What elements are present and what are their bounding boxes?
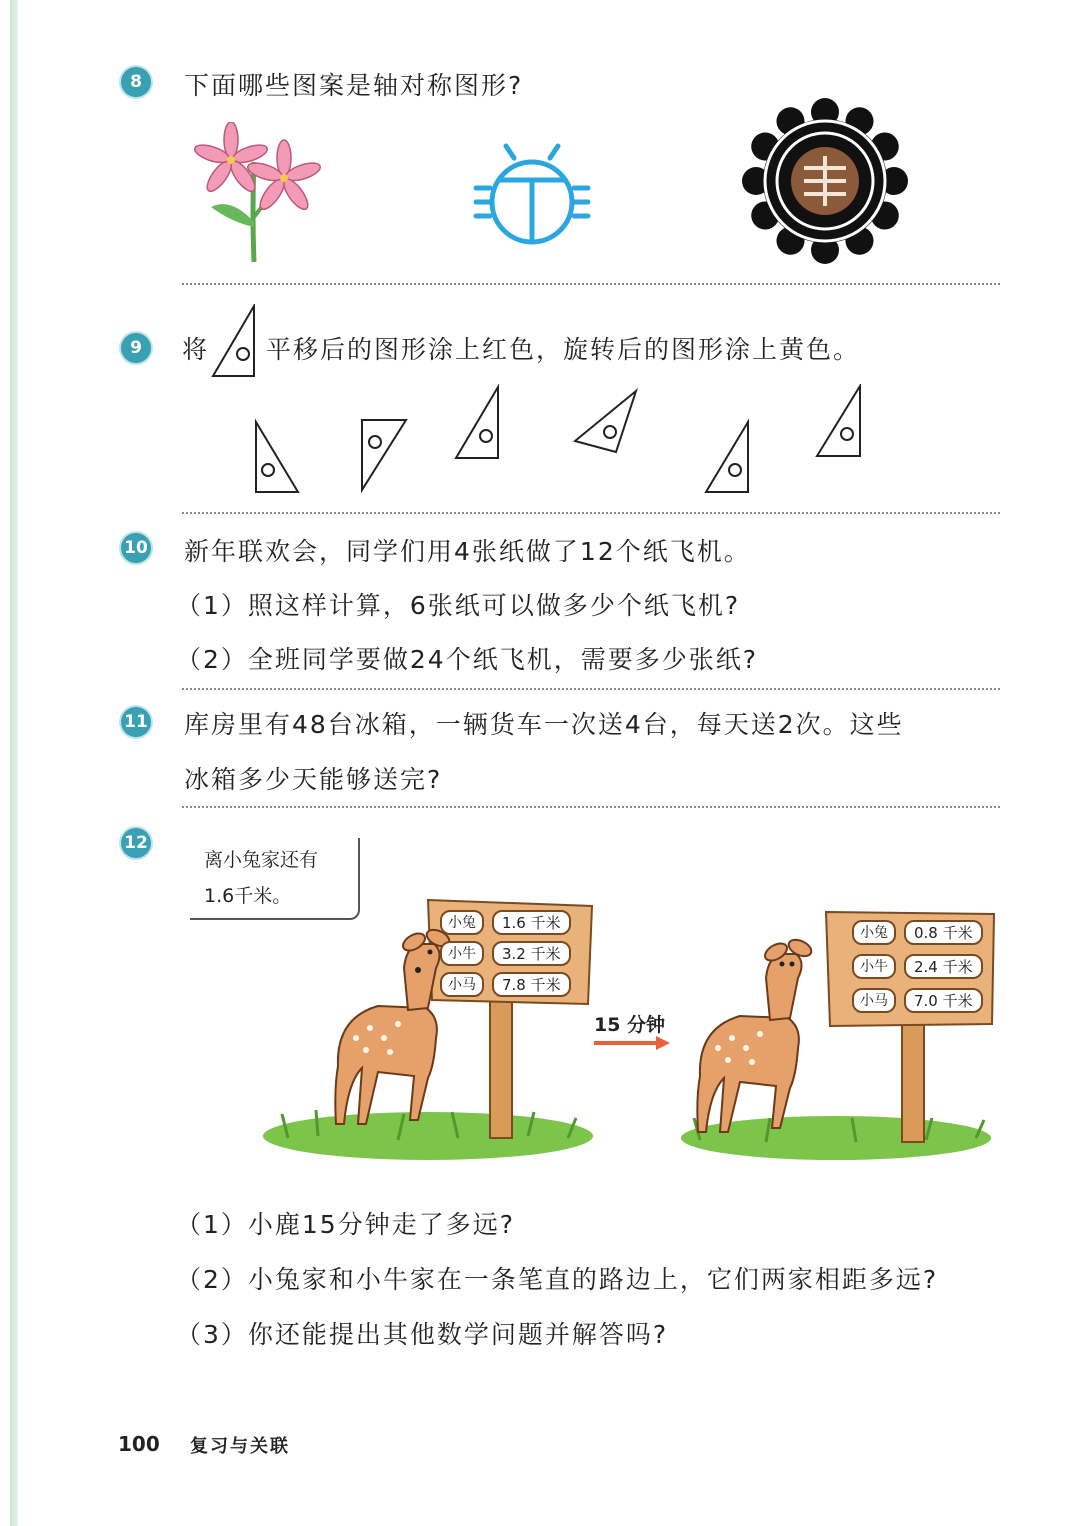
question-12-sub-1: （1）小鹿15分钟走了多远? xyxy=(176,1210,515,1239)
section-title: 复习与关联 xyxy=(190,1436,290,1457)
sign-distance: 7.8 千米 xyxy=(492,972,571,997)
question-8-text: 下面哪些图案是轴对称图形? xyxy=(184,71,524,100)
sign-place: 小兔 xyxy=(852,920,896,945)
sign-distance: 3.2 千米 xyxy=(492,941,571,966)
sign-place: 小马 xyxy=(440,972,484,997)
sign-row xyxy=(440,910,571,935)
question-9-text: 平移后的图形涂上红色，旋转后的图形涂上黄色。 xyxy=(266,335,861,364)
sign-place: 小牛 xyxy=(852,954,896,979)
triangles-set xyxy=(240,384,880,496)
time-label: 15 分钟 xyxy=(594,1014,666,1036)
triangle-1 xyxy=(256,422,298,492)
question-9-prefix: 将 xyxy=(182,335,210,364)
page-spine xyxy=(10,0,18,1526)
sign-row xyxy=(440,972,571,997)
divider xyxy=(182,806,1000,808)
question-10-badge: 10 xyxy=(121,533,151,563)
sign-row xyxy=(852,954,983,979)
question-10-sub-2: （2）全班同学要做24个纸飞机，需要多少张纸? xyxy=(176,645,758,674)
question-10-sub-1: （1）照这样计算，6张纸可以做多少个纸飞机? xyxy=(176,591,741,620)
question-12-badge: 12 xyxy=(121,828,151,858)
sign-after xyxy=(852,920,983,1013)
sign-distance: 1.6 千米 xyxy=(492,910,571,935)
triangle-4 xyxy=(575,391,636,452)
question-8-badge: 8 xyxy=(121,67,151,97)
reference-triangle-icon xyxy=(210,304,262,380)
triangle-3 xyxy=(456,387,498,458)
sign-place: 小牛 xyxy=(440,941,484,966)
question-11-line-1: 库房里有48台冰箱，一辆货车一次送4台，每天送2次。这些 xyxy=(184,710,904,739)
sign-distance: 2.4 千米 xyxy=(904,954,983,979)
divider xyxy=(182,688,1000,690)
sign-row xyxy=(852,920,983,945)
bubble-line-1: 离小兔家还有 xyxy=(204,849,319,871)
question-11-badge: 11 xyxy=(121,707,151,737)
sign-distance: 0.8 千米 xyxy=(904,920,983,945)
lily-flower-image xyxy=(186,122,326,267)
sign-distance: 7.0 千米 xyxy=(904,988,983,1013)
divider xyxy=(182,283,1000,285)
sign-row xyxy=(852,988,983,1013)
triangle-5 xyxy=(706,422,748,492)
page-number: 100 xyxy=(118,1432,160,1456)
question-9-badge: 9 xyxy=(121,333,151,363)
triangle-2 xyxy=(362,420,406,490)
sign-before xyxy=(440,910,571,997)
question-12-sub-3: （3）你还能提出其他数学问题并解答吗? xyxy=(176,1320,669,1349)
bubble-line-2: 1.6千米。 xyxy=(204,885,292,907)
divider xyxy=(182,512,1000,514)
sign-place: 小马 xyxy=(852,988,896,1013)
question-11-line-2: 冰箱多少天能够送完? xyxy=(184,765,443,794)
sign-row xyxy=(440,941,571,966)
question-10-text: 新年联欢会，同学们用4张纸做了12个纸飞机。 xyxy=(184,537,751,566)
triangle-6 xyxy=(817,386,860,456)
bug-icon xyxy=(470,140,595,250)
arrow-right-icon xyxy=(592,1034,672,1052)
question-12-sub-2: （2）小兔家和小牛家在一条笔直的路边上，它们两家相距多远? xyxy=(176,1265,939,1294)
ornament-pattern-image xyxy=(742,98,908,264)
sign-place: 小兔 xyxy=(440,910,484,935)
